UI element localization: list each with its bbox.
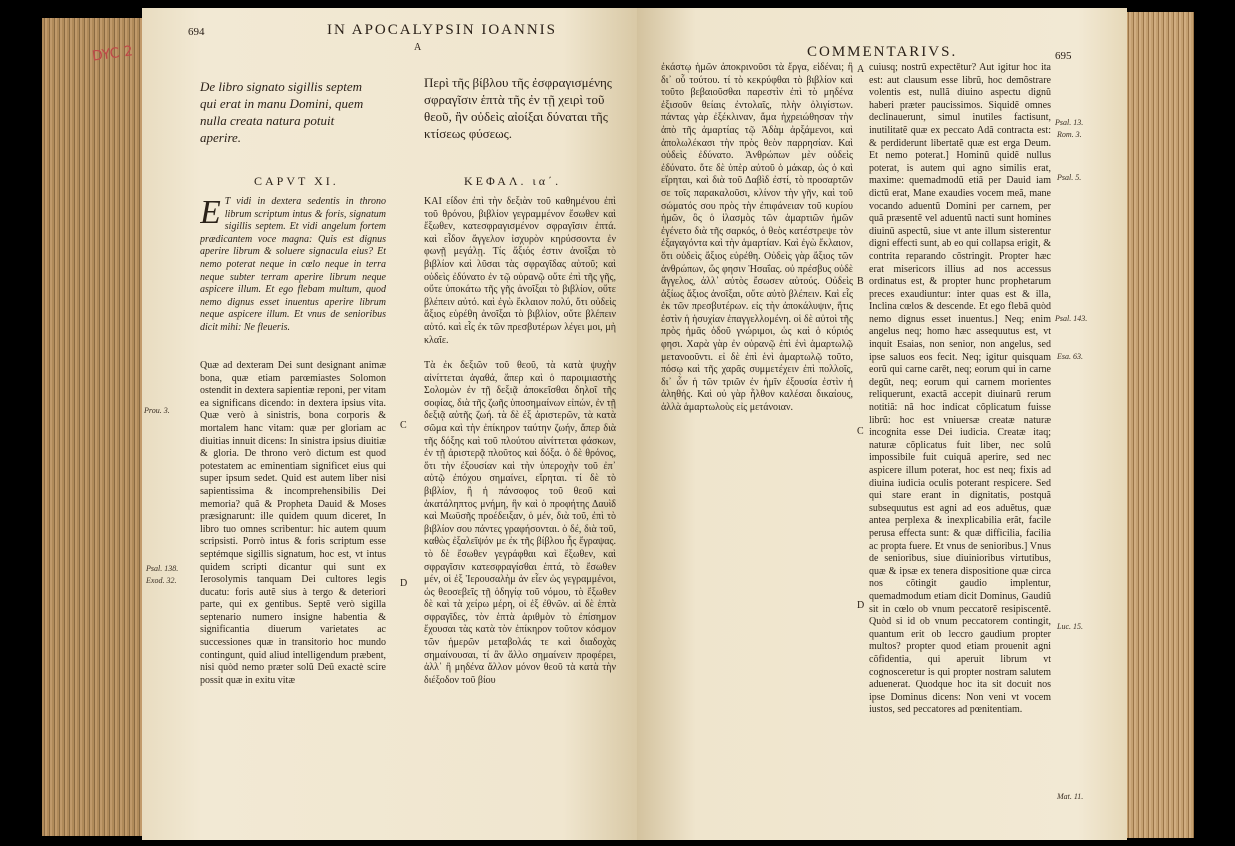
page-number-left: 694 [188,26,205,38]
chapter-title-latin: CAPVT XI. [254,174,339,188]
left-page [142,8,637,840]
latin-heading: De libro signato sigillis septem qui erat in manu Domini, quem nulla creata natura potuit aperire. [200,79,364,145]
margin-note: Psal. 13. [1055,118,1084,127]
running-head-right: COMMENTARIVS. [807,44,958,60]
margin-note: Mat. 11. [1057,792,1084,801]
page-number-right: 695 [1055,50,1072,62]
section-letter-a: A [414,42,422,53]
margin-note: Exod. 32. [146,576,177,585]
commentary-greek-right: ἐκάστῳ ἡμῶν ἀποκρινοῦσι τὰ ἔργα, εἰδέναι; ἢ δι᾽ οὗ τούτου. τί τὸ κεκρύφθαι τὸ βιβλίον καὶ τοῦτο βεβαιοῦσθαι παρεστὶν ἐπὶ τὸ μηδένα ἐξισοῦν θείαις ἐντολαῖς, πλὴν ὀλιγίστων. πάντας γὰρ ἐξέκλιναν, ἅμα ἠχρειώθησαν τὴν ἀπὸ τῆς ἁμαρτίας τῷ Ἀδὰμ ἀρξάμενοι, καὶ ἀπολωλέκασι τὴν πρὸς θεὸν παρρησίαν. Καὶ οὐδεὶς ἐδύνατο. Ἀνθρώπων μὲν οὐδεὶς ἐδύνατο. ὅτε δὲ ὑπὲρ αὐτοῦ ὁ μάκαρ, ὡς ὁ καὶ εἴρηται, καὶ διὰ τοῦ Δαβὶδ ἐστί, τὸ προσαρτῶν σε τοῖς παρακαλοῦσι, κλίνον τὴν γῆν, καὶ τοῦ σώματός σου πρὸς τὴν ἐπιφάνειαν τοῦ κυρίου ἡμῶν, ὃς ὁ ἱλασμὸς τῶν ἁμαρτιῶν ἡμῶν ἐγένετο διὰ τῆς σαρκός, ὁ θεὸς κατέστρεψε τὸν ἐξαγαγόντα καὶ τὴν ἁμαρτίαν. Καὶ ἐγὼ ἔκλαιον, ὅτι οὐδεὶς ἄξιος εὑρέθη. Οὐδεὶς γὰρ ἄξιος τῶν ἀνθρώπων, ὥς φησιν Ἡσαΐας. οὐ πρέσβυς οὐδὲ ἄγγελος, ἀλλ᾽ αὐτὸς ἔσωσεν αὐτούς. Οὐδεὶς ἀξίως ἄξιος ἀνοῖξαι, οὔτε αὐτὸ βλέπειν. Καὶ εἷς ἐκ τῶν πρεσβυτέρων. εἰς τὴν ἀποκάλυψιν, ἥτις ἐστὶν ἡ ἡσυχίαν ἐπαγγελλομένη. οἱ δὲ αὐτοὶ τῆς πρὸς ἡμᾶς ὁδοῦ γνώριμοι, ὡς καὶ ὁ κύριός φησι. Χαρὰ γὰρ ἐν οὐρανῷ ἐπὶ ἑνὶ ἁμαρτωλῷ μετανοοῦντι. εἰ δὲ ἐπὶ ἑνὶ ἁμαρτωλῷ τοῦτο, πόσῳ καὶ τῆς χαρᾶς συμμετέχειν ἐπὶ πολλοῖς, δι᾽ ὧν ἡ τῶν τριῶν ἐν ἡμῖν ἐξουσία ἐστὶν ἡ ἀληθής. Καὶ οὐ γὰρ ἦλθον καλέσαι δικαίους, ἀλλὰ ἁμαρτωλοὺς εἰς μετάνοιαν. [661,62,853,414]
margin-note: Esa. 63. [1057,352,1083,361]
section-letter-b: B [857,276,864,287]
drop-cap-e: E [200,196,221,231]
greek-heading: Περὶ τῆς βίβλου τῆς ἐσφραγισμένης σφραγῖσιν ἑπτὰ τῆς ἐν τῇ χειρὶ τοῦ θεοῦ, ἣν οὐδεὶς αἰοίξαι δύναται τῆς κτίσεως φύσεως. [424,75,612,141]
commentary-latin-left: Quæ ad dexteram Dei sunt designant animæ bona, quæ etiam parœmiastes Solomon ostendit in dextera sapientiæ reponi, per vitam ea significans dicendo: in dextera ipsius vita. Quæ verò à sinistris, bona corporis & mortalem hanc vitam: quæ per gloriam ac diuitias innuit dicens: In sinistra ipsius diuitiæ & gloria. De throno verò dictum est quod potestatem ac eminentiam significet eius qui super ipsum sedet. Quid est autem liber nisi sapientissima & incomprehensibilis Dei memoria? quã & Propheta Dauid & Moses præsignarunt: ille quidem quum diceret, In libro tuo omnes scribentur: hic autem quum scripsisti. Porrò intus & foris scriptum esse septémque sigillis signatum, hoc est, vt intus quidem scripti dicantur qui sunt ex Ierosolymis tanquam Dei cultores legis ducatu: foris autẽ sius à tergo & deteriori parte, qui ex gentibus. Septẽ verò sigilla septenario numero insigne habentia & significantia diuerum varietates ac successiones quæ in transitorio hoc mundo contingunt, quid aliud intelligendum præbent, nisi quòd nemo præter solũ Deũ exactè scire possit quæ in exitu vitæ [200,360,386,686]
margin-note: Psal. 5. [1057,173,1082,182]
scripture-text-latin: E T vidi in dextera sedentis in throno librum scriptum intus & foris, signatum sigillis septem. Et vidi angelum fortem prædicantem voce magna: Quis est dignus aperire librum & soluere signacula eius? Et nemo poterat neque in cœlo neque in terra neque subter terram aperire librum neque aspicere illum. Et ego flebam multum, quod nemo dignus esset inuentus aperire librum neque aspicere illum. Et vnus de senioribus dicit mihi: Ne fleueris. [200,196,386,333]
open-book [42,8,1194,840]
left-page-edges [42,18,154,836]
section-letter-c: C [857,426,864,437]
scripture-text-greek: ΚΑΙ εἶδον ἐπὶ τὴν δεξιὰν τοῦ καθημένου ἐπὶ τοῦ θρόνου, βιβλίον γεγραμμένον ἔσωθεν καὶ ἔξωθεν, κατεσφραγισμένον σφραγῖσιν ἑπτά. καὶ εἶδον ἄγγελον ἰσχυρὸν κηρύσσοντα ἐν φωνῇ μεγάλῃ. Τίς ἄξιός ἐστιν ἀνοῖξαι τὸ βιβλίον καὶ λῦσαι τὰς σφραγῖδας αὐτοῦ; καὶ οὐδεὶς ἐδύνατο ἐν τῷ οὐρανῷ οὔτε ἐπὶ τῆς γῆς, οὔτε ὑποκάτω τῆς γῆς ἀνοῖξαι τὸ βιβλίον, οὔτε βλέπειν αὐτό. καὶ ἐγὼ ἔκλαιον πολύ, ὅτι οὐδεὶς ἄξιος εὑρέθη ἀνοῖξαι τὸ βιβλίον, οὔτε βλέπειν αὐτό. καὶ εἷς ἐκ τῶν πρεσβυτέρων λέγει μοι, μὴ κλαῖε. [424,196,616,346]
margin-note: Luc. 15. [1057,622,1083,631]
margin-note: Psal. 143. [1055,314,1088,323]
section-letter-c: C [400,420,407,431]
section-letter-d: D [857,600,865,611]
commentary-latin-right: cuiusq; nostrũ expectētur? Aut igitur hoc ita est: aut clausum esse librũ, hoc demõstrare volentis est, nullã diuino aspectu dignũ haberi præter paucissimos. Siquidẽ omnes declinauerunt, simul inutiles factisunt, inutilitatẽ quæ ex peccato Adã contracta est: & perdiderunt libertatẽ quæ est erga Deum. Et nemo poterat.] Hominũ quidẽ nullus poterat, is autem qui agno similis erat, maxime: quemadmodũ etiã per Dauid iam dictũ erat, Mane exaudies vocem meã, mane vocando aduentũ Domini per carnem, per quã præsentẽ vel aduentũ nacti sunt homines diuinũ aspectũ, siue vt ante illum sisterentur digni effecti sunt, ab eo qui collapsa erigit, & contrita reparando cõstringit. Propter hæc erat misericors illius ad nos accessus ordinatus est, & propter hunc prophetarum preces exaudiuntur: inter quas est & illa, Inclina cœlos & descende. Et ego flebã quòd nemo dignus esset inuentus.] Neq; enim angelus neq; homo hæc assequutus est, vt inquit Esaias, non senior, non angelus, sed ipse saluos eos fecit. Neq; igitur quisquam eorũ qui carne carēt, neq; eorum qui in carne degũt, neq; eorum qui carnem morientes reliquerunt, exactã accepit diuinarũ rerum notitiã: nã hoc indicat cõplicatum fuisse librũ: hoc est vniuersæ creatæ naturæ incognita esse Dei iudicia. Creatæ itaq; naturæ cõplicatus fuit liber, nec solũ impossibile fuit cuiquã aperire, sed nec aspicere illum poterat, hoc est neq; fixis ad diuina iudicia oculis poterant respicere. Sed qui stare erant in dignitatis, postquã subsequutus est agni ad eos aduẽtus, quæ antea perplexa & inexplicabilia erãt, facile perusa effecta sunt: & quæ difficilia, facilia ac propta fuere. Et vnus de senioribus.] Vnus de senioribus, siue diuinioribus virtutibus, quæ & ipsæ ex tenera dispositione quæ circa nos cõtingit gaudio implentur, quemadmodum etiam dicit Dominus, Gaudiũ sit in cœlo ob vnum peccatorẽ resipiscentẽ. Quòd si id ob vnum peccatorem contingit, quantum erit ob leccro gaudium propter multos? propter quod etiam prouenit agni cõfidentia, qui aperuit librum vt cognosceretur is qui propter nostram salutem aduenerat. Quodque hoc ita sit docuit nos ipse Dominus dicens: Non veni vt vocem iustos, sed peccatores ad pœnitentiam. [869,62,1051,716]
section-letter-a: A [857,64,865,75]
margin-note: Prou. 3. [144,406,170,415]
margin-note: Psal. 138. [146,564,179,573]
right-page-edges [1126,12,1194,838]
right-page [637,8,1127,840]
library-shelf-mark: DYC 2 [91,43,134,65]
running-head-left: IN APOCALYPSIN IOANNIS [327,22,558,38]
chapter-title-greek: ΚΕΦΑΛ. ια΄. [464,174,562,188]
section-letter-d: D [400,578,408,589]
margin-note: Rom. 3. [1057,130,1082,139]
commentary-greek-left: Τὰ ἐκ δεξιῶν τοῦ θεοῦ, τὰ κατὰ ψυχὴν αἰνίττεται ἀγαθά, ἅπερ καὶ ὁ παροιμιαστὴς Σολομὼν ἐν τῇ δεξιᾷ ἀποκεῖσθαι δηλοῖ τῆς σοφίας, διὰ τῆς ζωῆς ὑποσημαίνων εἰπών, ἐν τῇ δεξιᾷ αὐτῆς ζωή. τὰ δὲ ἐξ ἀριστερῶν, τὰ κατὰ σῶμα καὶ τὴν ἐπίκηρον ταύτην ζωήν, ἅπερ διὰ τῆς δόξης καὶ τοῦ πλούτου αἰνίττεται φάσκων, ἐν τῇ ἀριστερᾷ πλοῦτος καὶ δόξα. ὁ δὲ θρόνος, ὅτι τὴν ἐξουσίαν καὶ τὴν ὑπεροχὴν τοῦ ἐπ᾽ αὐτῷ ἐπόχου σημαίνει, εἴρηται. τί δὲ τὸ βιβλίον, ἢ ἡ πάνσοφος τοῦ θεοῦ καὶ ἀκατάληπτος μνήμη, ἣν καὶ ὁ προφήτης Δαυὶδ καὶ Μωϋσῆς προέδειξαν, ὁ μέν, διὰ τοῦ, ἐπὶ τὸ βιβλίον σου πάντες γραφήσονται. ὁ δέ, διὰ τοῦ, καθὼς ἐξαλεῖψόν με ἐκ τῆς βίβλου ἧς ἔγραψας. τὸ δὲ ἔσωθεν γεγράφθαι καὶ ἔξωθεν, καὶ σφραγῖσιν κατεσφραγίσθαι ἑπτά, τὸ ἔσωθεν μέν, οἱ ἐξ Ἱερουσαλὴμ ἀν εἶεν ὡς γεγραμμένοι, ὡς θεοσεβεῖς τῇ ὁδηγίᾳ τοῦ νόμου, τὸ ἔξωθεν δὲ καὶ τὰ χείρω μέρη, οἱ ἐξ ἐθνῶν. αἱ δὲ ἑπτὰ σφραγῖδες, τὸν ἑπτὰ ἀριθμὸν τὸ ἐπίσημον ἔχουσαι τὰς κατὰ τὸν ἐπίκηρον τοῦτον κόσμον τῶν ἡμερῶν μεταβολάς τε καὶ διαδοχὰς σημαίνουσαι, τί ἂν ἄλλο σημαίνειν προφέρει, ἀλλ᾽ ἢ μηδένα ἄλλον μόνον θεοῦ τὰ κατὰ τὴν διέξοδον τοῦ βίου [424,360,616,686]
